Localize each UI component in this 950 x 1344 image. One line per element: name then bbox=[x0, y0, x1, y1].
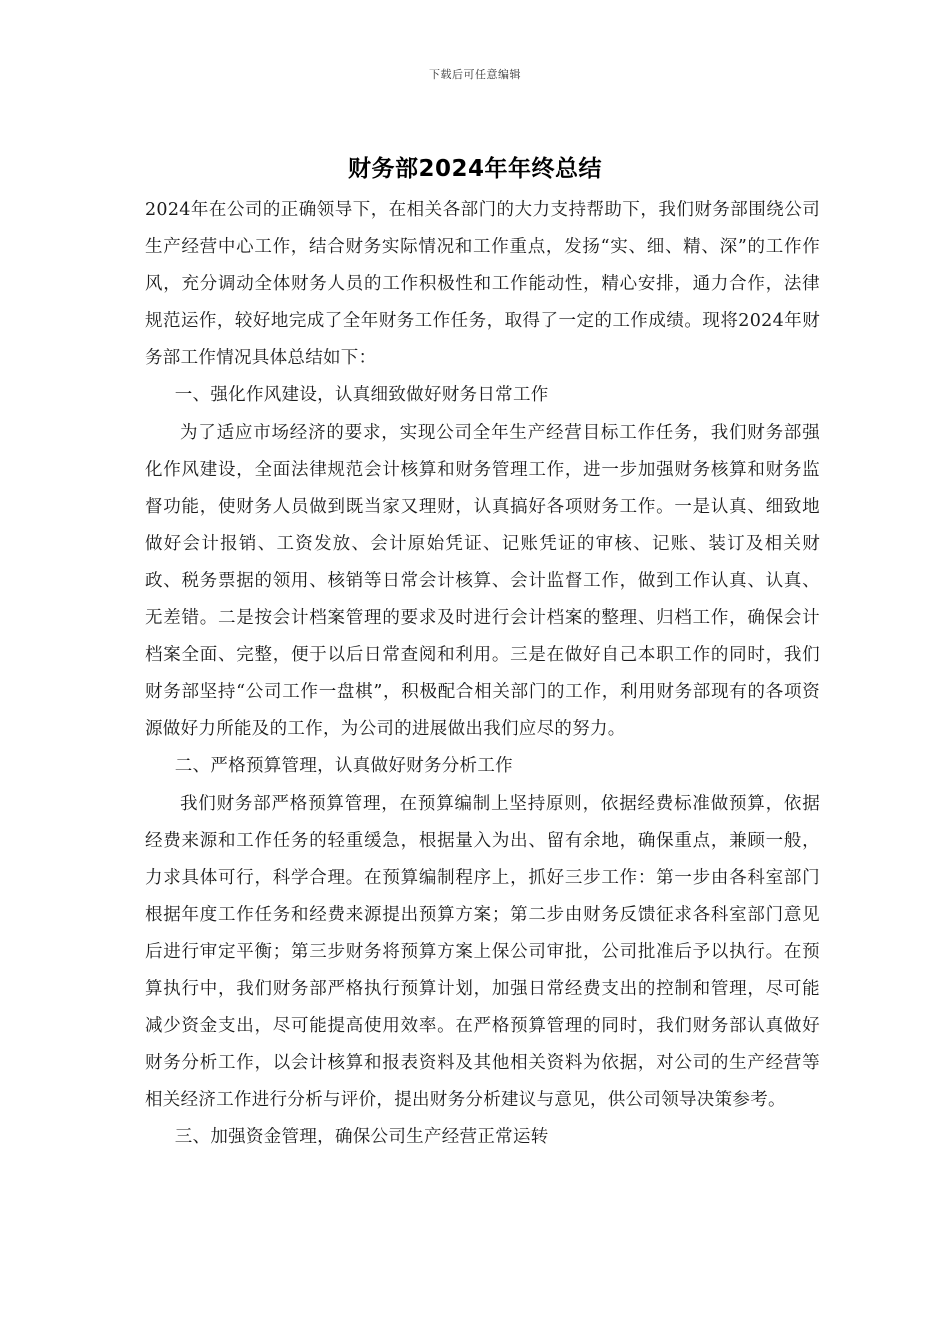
header-note: 下载后可任意编辑 bbox=[429, 68, 521, 81]
section-heading-1: 一、强化作风建设，认真细致做好财务日常工作 bbox=[174, 385, 549, 406]
intro-paragraph: 2024年在公司的正确领导下，在相关各部门的大力支持帮助下，我们财务部围绕公司生产经营中心工作，结合财务实际情况和工作重点，发扬“实、细、精、深”的工作作风，充分调动全体财务人员的工作积极性和工作能动性，精心安排，通力合作，法律规范运作，较好地完成了全年财务工作任务，取得了一定的工作成绩。现将2024年财务部工作情况具体总结如下： bbox=[145, 200, 820, 369]
section-heading-2: 二、严格预算管理，认真做好财务分析工作 bbox=[174, 756, 513, 777]
section-paragraph-2: 我们财务部严格预算管理，在预算编制上坚持原则，依据经费标准做预算，依据经费来源和工作任务的轻重缓急，根据量入为出、留有余地，确保重点，兼顾一般，力求具体可行，科学合理。在预算编制程序上，抓好三步工作：第一步由各科室部门根据年度工作任务和经费来源提出预算方案；第二步由财务反馈征求各科室部门意见后进行审定平衡；第三步财务将预算方案上保公司审批，公司批准后予以执行。在预算执行中，我们财务部严格执行预算计划，加强日常经费支出的控制和管理，尽可能减少资金支出，尽可能提高使用效率。在严格预算管理的同时，我们财务部认真做好财务分析工作，以会计核算和报表资料及其他相关资料为依据，对公司的生产经营等相关经济工作进行分析与评价，提出财务分析建议与意见，供公司领导决策参考。 bbox=[145, 793, 820, 1111]
section-paragraph-1: 为了适应市场经济的要求，实现公司全年生产经营目标工作任务，我们财务部强化作风建设，全面法律规范会计核算和财务管理工作，进一步加强财务核算和财务监督功能，使财务人员做到既当家又理财，认真搞好各项财务工作。一是认真、细致地做好会计报销、工资发放、会计原始凭证、记账凭证的审核、记账、装订及相关财政、税务票据的领用、核销等日常会计核算、会计监督工作，做到工作认真、认真、无差错。二是按会计档案管理的要求及时进行会计档案的整理、归档工作，确保会计档案全面、完整，便于以后日常查阅和利用。三是在做好自己本职工作的同时，我们财务部坚持“公司工作一盘棋”，积极配合相关部门的工作，利用财务部现有的各项资源做好力所能及的工作，为公司的进展做出我们应尽的努力。 bbox=[145, 422, 820, 740]
section-heading-3: 三、加强资金管理，确保公司生产经营正常运转 bbox=[174, 1127, 549, 1148]
document-body bbox=[145, 192, 820, 1156]
document-title: 财务部2024年年终总结 bbox=[347, 156, 602, 182]
